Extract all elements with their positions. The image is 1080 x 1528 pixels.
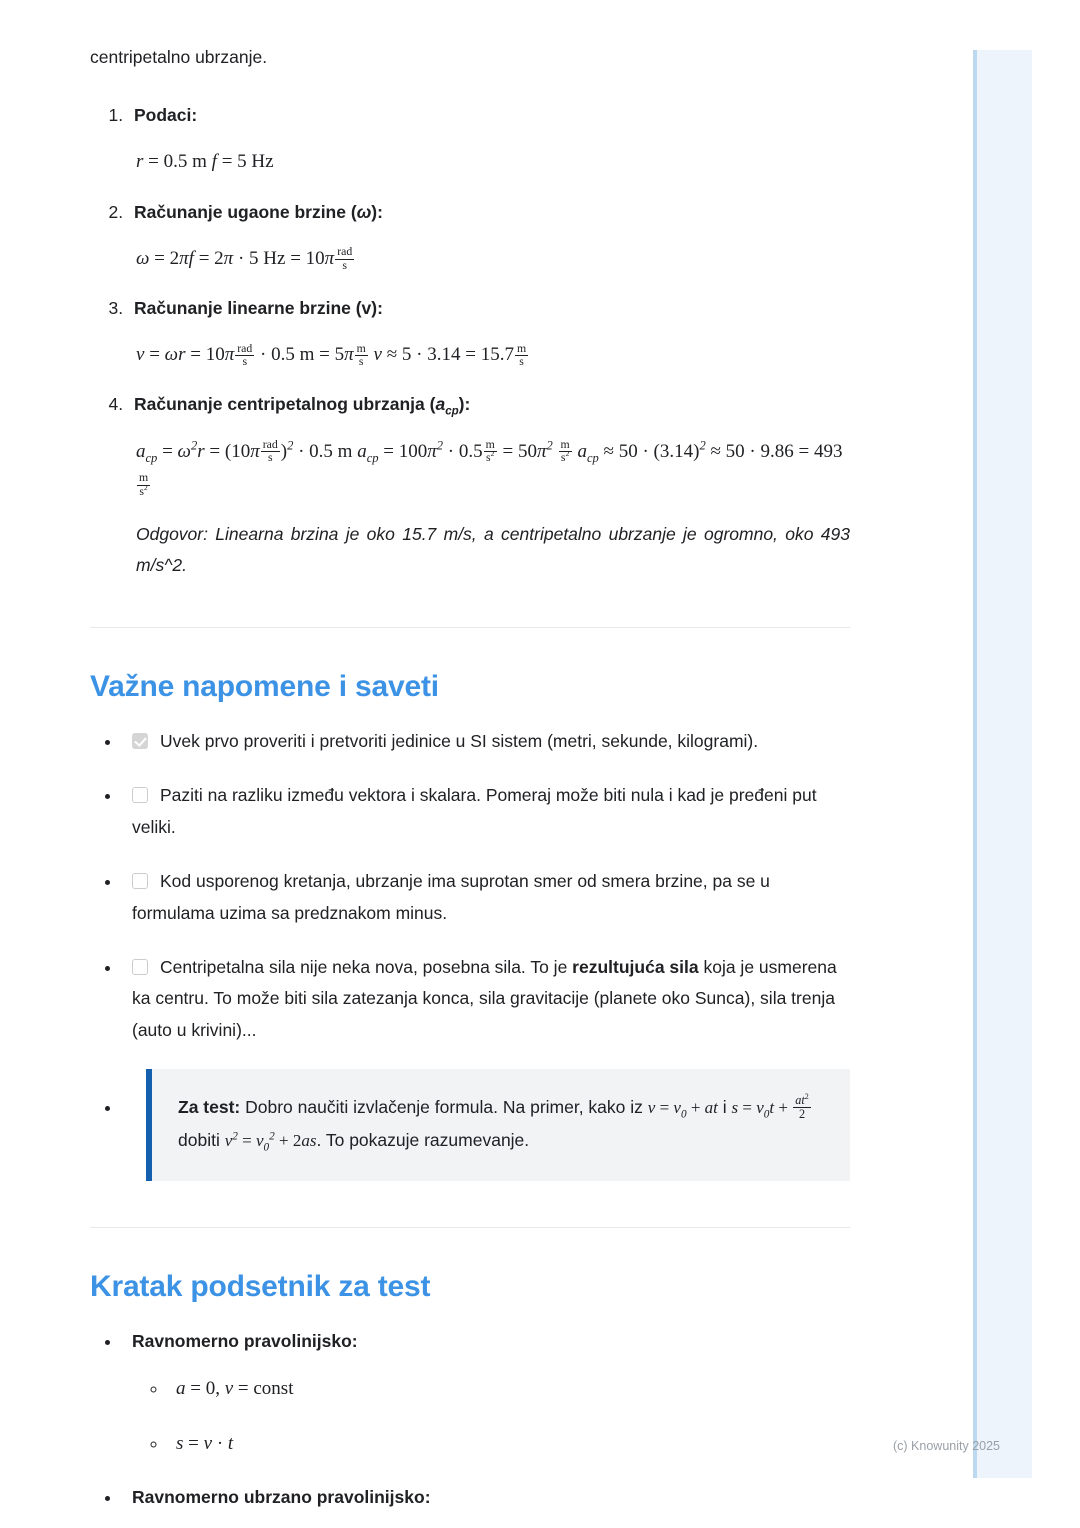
reminder-subitem <box>168 1372 850 1405</box>
tip-item-4 <box>122 952 850 1048</box>
step-title: 4. Računanje centripetalnog ubrzanja $(a_{cp})$: <box>134 394 471 418</box>
section-heading-tips: Važne napomene i saveti <box>90 670 439 704</box>
tip-item-2 <box>122 780 850 844</box>
reminder-item-2 <box>122 1482 850 1514</box>
reminder-formula-1: a = 0, v = const <box>176 1377 294 1399</box>
step-title: 1. Podaci: <box>134 105 198 126</box>
checkbox-checked-icon[interactable] <box>132 733 148 749</box>
lead-paragraph: centripetalno ubrzanje. <box>90 47 268 67</box>
checkbox-unchecked-icon[interactable] <box>132 787 148 803</box>
tip-text-bold: rezultujuća sila <box>572 956 699 977</box>
step-item-1 <box>128 100 850 178</box>
reminder-label: Ravnomerno pravolinijsko: <box>132 1330 358 1351</box>
solution-steps-list <box>90 100 850 581</box>
reminder-sublist <box>132 1372 850 1461</box>
reminder-subitem <box>168 1427 850 1460</box>
step-formula-1: r = 0.5 m f = 5 Hz <box>136 151 274 173</box>
tip-text-after: koja je usmerena ka centru. To može biti sila zatezanja konca, sila gravitacije (planete oko Sunca), sila trenja (auto u krivini)... <box>132 956 837 1041</box>
step-formula-4: $a_{cp} = \omega^2r = (10\pi$ $\frac{\text{rad}}{s}$ )$^2$ · 0.5 m $a_{cp} = 100\pi^2 \cdot 0.5$ $\frac{m}{s^2}$ = $50\pi^2$ $\frac{m}{s^2}$ $a_{cp} \approx 50 \cdot (3.14)^2 \approx 50 \cdot 9.86 = 493$ $\frac{m}{s^2}$ <box>136 437 843 498</box>
tip-item-3 <box>122 866 850 930</box>
section-divider-2 <box>90 1227 850 1228</box>
watermark: (c) Knowunity 2025 <box>893 1439 1001 1453</box>
callout-text <box>178 1091 824 1157</box>
step-item-2 <box>128 197 850 275</box>
tips-list <box>90 726 850 1181</box>
step-title: 2. Računanje ugaone brzine (ω): <box>134 201 383 222</box>
step-item-4 <box>128 389 850 581</box>
reminder-formula-2: s = v · t <box>176 1432 234 1454</box>
step-formula-2: ω = 2πf = 2π · 5 Hz = 10π $\frac{\text{rad}}{s}$ <box>136 245 353 272</box>
callout-text-2: i <box>717 1097 732 1118</box>
reminder-label: Ravnomerno ubrzano pravolinijsko: <box>132 1487 431 1508</box>
callout-text-1: Dobro naučiti izvlačenje formula. Na primer, kako iz <box>240 1097 648 1118</box>
callout-text-3: dobiti <box>178 1129 225 1150</box>
tip-text: Paziti na razliku između vektora i skalara. Pomeraj može biti nula i kad je pređeni put veliki. <box>132 785 817 837</box>
tip-text: Kod usporenog kretanja, ubrzanje ima suprotan smer od smera brzine, pa se u formulama uzima sa predznakom minus. <box>132 870 770 923</box>
answer-text: Odgovor: Linearna brzina je oko 15.7 m/s, a centripetalno ubrzanje je ogromno, oko 493 m/s^2. <box>136 524 850 576</box>
callout-label: Za test: <box>178 1097 241 1118</box>
section-heading-reminder: Kratak podsetnik za test <box>90 1269 431 1303</box>
checkbox-unchecked-icon[interactable] <box>132 873 148 889</box>
tip-text: Uvek prvo proveriti i pretvoriti jedinice u SI sistem (metri, sekunde, kilogrami). <box>160 731 759 752</box>
step-title: 3. Računanje linearne brzine (v): <box>134 298 383 318</box>
callout-box <box>146 1069 850 1181</box>
step-item-3 <box>128 293 850 371</box>
tip-item-1 <box>122 726 850 758</box>
callout-formula-2: $s = v_0t$ + $\frac{at^2}{2}$ <box>731 1092 809 1122</box>
reminder-item-1 <box>122 1326 850 1460</box>
callout-formula-1: $v = v_0$ + at <box>647 1098 718 1121</box>
reminder-list <box>90 1326 850 1514</box>
step-formula-3: v = ωr = 10π $\frac{\text{rad}}{s}$ · 0.5 m = 5π $\frac{m}{s}$ v ≈ 5 · 3.14 = 15.7 $\frac{m}{s}$ <box>136 341 527 369</box>
tip-item-callout <box>122 1069 850 1181</box>
section-divider-1 <box>90 627 850 628</box>
callout-formula-3: $v^2 = v_0^2 + 2as$ <box>224 1130 317 1154</box>
callout-text-4: . To pokazuje razumevanje. <box>316 1129 530 1150</box>
tip-text-before: Centripetalna sila nije neka nova, posebna sila. To je <box>160 956 573 977</box>
right-page-panel <box>973 50 1032 1478</box>
checkbox-unchecked-icon[interactable] <box>132 959 148 975</box>
